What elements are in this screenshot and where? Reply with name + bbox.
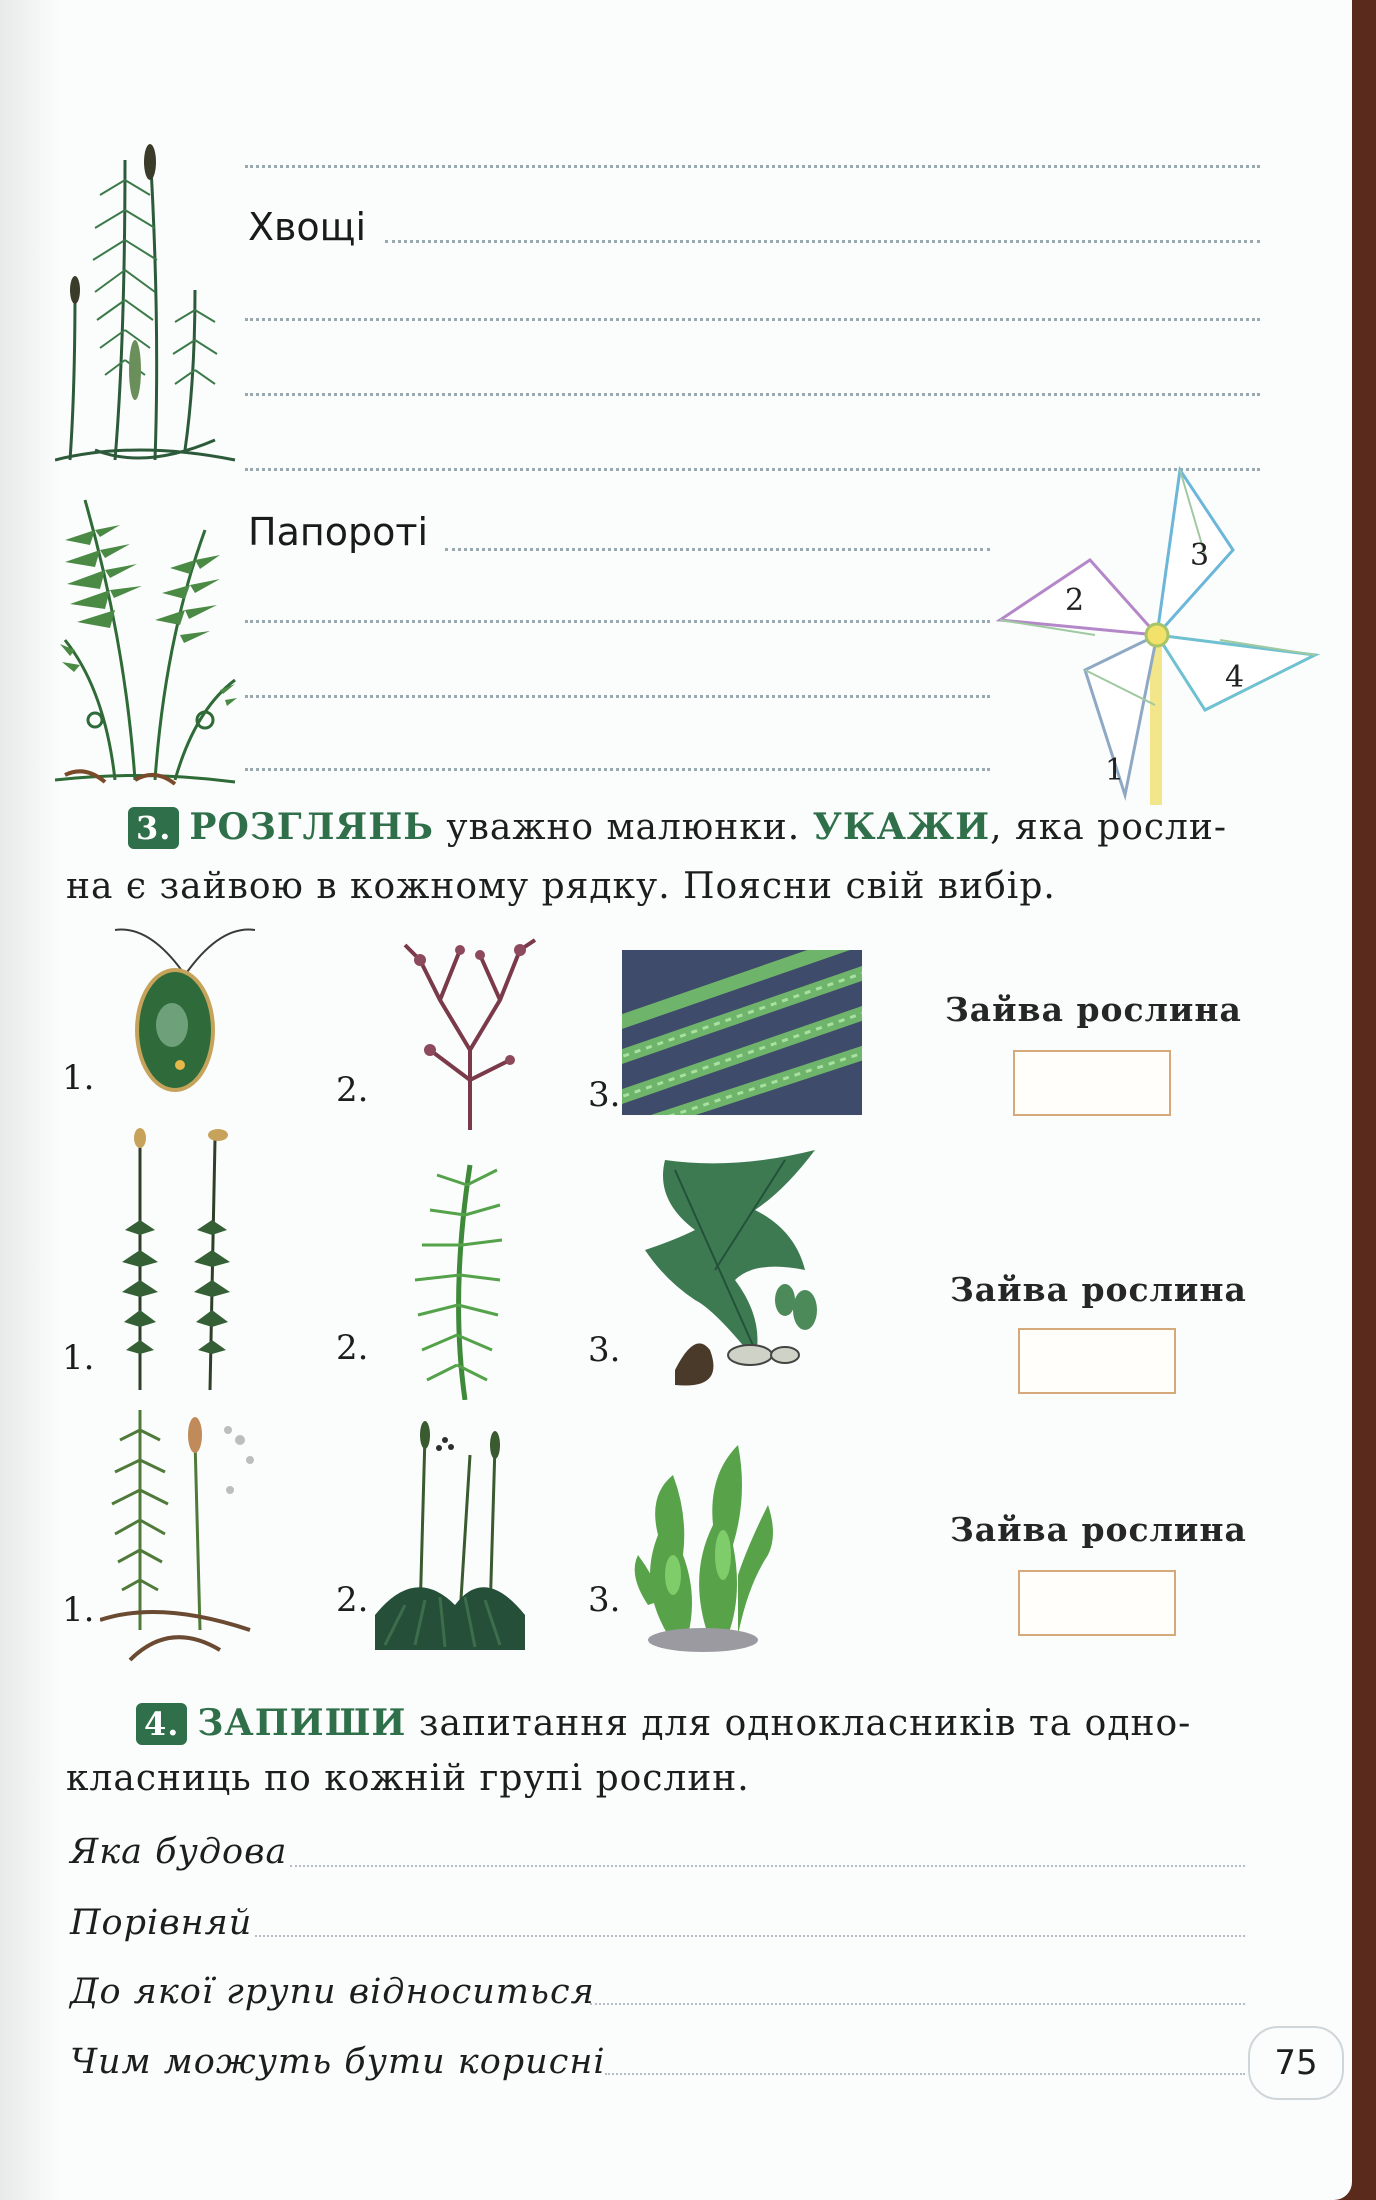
ferns-label: Папороті xyxy=(248,510,429,554)
answer-line[interactable] xyxy=(245,318,1260,321)
task4-number-badge: 4. xyxy=(136,1703,187,1745)
row2-label-1: 1. xyxy=(62,1338,95,1378)
answer-line[interactable] xyxy=(245,695,990,698)
pinwheel-diagram xyxy=(995,465,1325,805)
task3-instruction-line2: на є зайвою в кожному рядку. Поясни свій вибір. xyxy=(66,866,1056,907)
spirogyra-image xyxy=(622,950,862,1115)
fern-shield-image xyxy=(635,1150,825,1390)
horsetails-label: Хвощі xyxy=(248,205,367,249)
task3-instruction-line1: 3. РОЗГЛЯНЬ уважно малюнки. УКАЖИ, яка росли- xyxy=(128,806,1258,849)
answer-line[interactable] xyxy=(605,2073,1245,2075)
row1-label-1: 1. xyxy=(62,1058,95,1098)
moss-polytrichum-image xyxy=(110,1120,240,1390)
task4-verb-write: ЗАПИШИ xyxy=(197,1702,407,1744)
blade-4-label: 4 xyxy=(1225,660,1245,695)
row2-answer-box[interactable] xyxy=(1018,1328,1176,1394)
question-prompt-usefulness: Чим можуть бути корисні xyxy=(70,2042,606,2082)
horsetail-illustration xyxy=(55,140,245,470)
club-moss-image xyxy=(405,1145,535,1400)
chlamydomonas-image xyxy=(110,915,260,1095)
row1-answer-box[interactable] xyxy=(1013,1050,1171,1116)
blade-3-label: 3 xyxy=(1190,538,1210,573)
red-seaweed-image xyxy=(400,930,540,1130)
task3-verb-indicate: УКАЖИ xyxy=(812,806,991,848)
row3-label-2: 2. xyxy=(336,1580,369,1620)
answer-line[interactable] xyxy=(245,768,990,771)
liverwort-image xyxy=(628,1435,778,1655)
row3-label-3: 3. xyxy=(588,1580,621,1620)
answer-line[interactable] xyxy=(255,1935,1245,1937)
row1-extra-plant-label: Зайва рослина xyxy=(945,990,1242,1029)
blade-1-label: 1 xyxy=(1105,753,1125,788)
answer-line[interactable] xyxy=(590,2003,1245,2005)
row3-label-1: 1. xyxy=(62,1590,95,1630)
answer-line[interactable] xyxy=(445,548,990,551)
row2-label-2: 2. xyxy=(336,1328,369,1368)
question-prompt-group: До якої групи відноситься xyxy=(70,1972,595,2012)
question-prompt-compare: Порівняй xyxy=(70,1903,253,1943)
row3-answer-box[interactable] xyxy=(1018,1570,1176,1636)
row3-extra-plant-label: Зайва рослина xyxy=(950,1510,1247,1549)
fern-illustration xyxy=(55,490,245,790)
question-prompt-structure: Яка будова xyxy=(70,1832,288,1872)
row2-extra-plant-label: Зайва рослина xyxy=(950,1270,1247,1309)
task3-verb-look: РОЗГЛЯНЬ xyxy=(189,806,434,848)
page-number: 75 xyxy=(1248,2026,1344,2100)
task4-instruction-line1: 4. ЗАПИШИ запитання для однокласників та одно- xyxy=(136,1702,1191,1745)
row1-label-2: 2. xyxy=(336,1070,369,1110)
answer-line[interactable] xyxy=(245,165,1260,168)
answer-line[interactable] xyxy=(245,620,990,623)
row1-label-3: 3. xyxy=(588,1075,621,1115)
row2-label-3: 3. xyxy=(588,1330,621,1370)
moss-sporophyte-image xyxy=(375,1415,525,1650)
answer-line[interactable] xyxy=(290,1865,1245,1867)
task4-instruction-line2: класниць по кожній групі рослин. xyxy=(66,1758,750,1799)
task3-number-badge: 3. xyxy=(128,807,179,849)
answer-line[interactable] xyxy=(245,393,1260,396)
blade-2-label: 2 xyxy=(1065,583,1085,618)
horsetail-with-strobilus-image xyxy=(100,1400,260,1670)
answer-line[interactable] xyxy=(385,240,1260,243)
